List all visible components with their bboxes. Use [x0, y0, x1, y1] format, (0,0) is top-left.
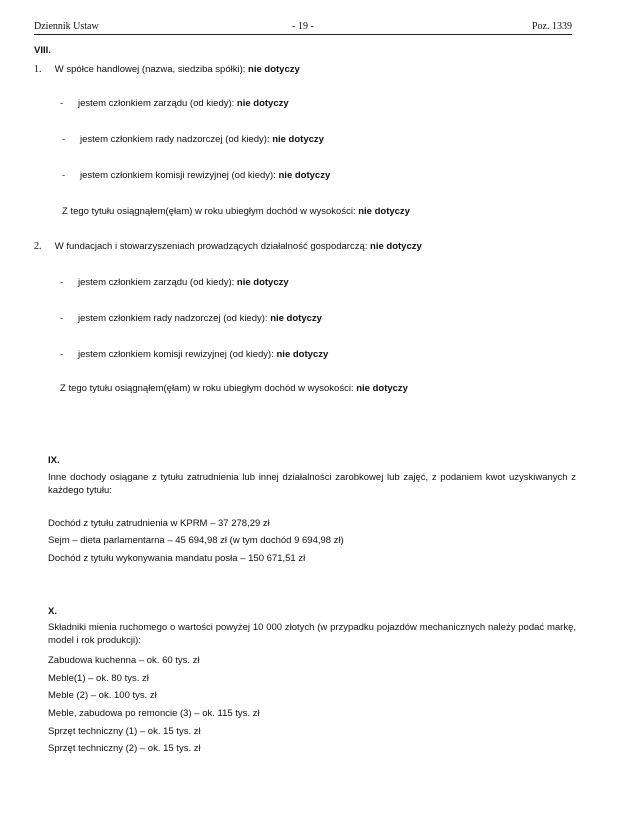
asset-item-6: Sprzęt techniczny (2) – ok. 15 tys. zł	[48, 743, 201, 754]
sub-answer: nie dotyczy	[236, 98, 289, 109]
dash-marker: -	[60, 98, 64, 109]
asset-item-5: Sprzęt techniczny (1) – ok. 15 tys. zł	[48, 726, 201, 737]
dash-marker: -	[60, 277, 64, 288]
section-ix-title: IX.	[48, 455, 60, 466]
asset-item-4: Meble, zabudowa po remoncie (3) – ok. 115 tys. zł	[48, 708, 260, 719]
sub-text: jestem członkiem zarządu (od kiedy):	[78, 98, 237, 109]
item-2-text: W fundacjach i stowarzyszeniach prowadzących działalność gospodarczą:	[54, 241, 371, 252]
item-2-income	[60, 383, 408, 394]
item-1-sub-1	[60, 98, 289, 109]
income-text: Z tego tytułu osiągnąłem(ęłam) w roku ubiegłym dochód w wysokości:	[60, 383, 357, 394]
asset-item-1: Zabudowa kuchenna – ok. 60 tys. zł	[48, 655, 200, 666]
sub-text: jestem członkiem rady nadzorczej (od kiedy):	[80, 134, 273, 145]
sub-answer: nie dotyczy	[272, 134, 324, 145]
sub-text: jestem członkiem komisji rewizyjnej (od kiedy):	[80, 170, 279, 181]
asset-item-3: Meble (2) – ok. 100 tys. zł	[48, 690, 157, 701]
income-answer: nie dotyczy	[356, 383, 408, 394]
item-1-income	[62, 206, 410, 217]
header-position: Poz. 1339	[532, 21, 572, 32]
section-viii-title: VIII.	[34, 45, 51, 56]
asset-item-2: Meble(1) – ok. 80 tys. zł	[48, 673, 149, 684]
sub-answer: nie dotyczy	[276, 349, 329, 360]
sub-answer: nie dotyczy	[278, 170, 331, 181]
sub-text: jestem członkiem rady nadzorczej (od kiedy):	[78, 313, 271, 324]
item-2-number: 2.	[34, 241, 42, 252]
page-header	[34, 20, 572, 35]
income-line-2: Sejm – dieta parlamentarna – 45 694,98 zł (w tym dochód 9 694,98 zł)	[48, 535, 344, 546]
item-1-sub-3	[62, 170, 330, 181]
header-journal-name: Dziennik Ustaw	[34, 21, 99, 32]
section-x-intro: Składniki mienia ruchomego o wartości powyżej 10 000 złotych (w przypadku pojazdów mechanicznych należy podać markę, model i rok produkcji):	[48, 622, 576, 646]
item-2-sub-3	[60, 349, 328, 360]
dash-marker: -	[60, 313, 64, 324]
sub-text: jestem członkiem komisji rewizyjnej (od kiedy):	[78, 349, 277, 360]
item-1-sub-2	[62, 134, 324, 145]
item-1-text: W spółce handlowej (nazwa, siedziba spółki):	[54, 64, 249, 75]
dash-marker: -	[62, 170, 66, 181]
item-2-line	[34, 241, 422, 252]
income-text: Z tego tytułu osiągnąłem(ęłam) w roku ubiegłym dochód w wysokości:	[62, 206, 359, 217]
item-2-answer: nie dotyczy	[370, 241, 422, 252]
item-2-sub-1	[60, 277, 289, 288]
income-line-1: Dochód z tytułu zatrudnienia w KPRM – 37 278,29 zł	[48, 518, 270, 529]
sub-answer: nie dotyczy	[236, 277, 289, 288]
income-answer: nie dotyczy	[358, 206, 410, 217]
item-1-answer: nie dotyczy	[248, 64, 300, 75]
section-ix-intro: Inne dochody osiągane z tytułu zatrudnienia lub innej działalności zarobkowej lub zajęć, z podaniem kwot uzyskiwanych z każdego tytułu:	[48, 472, 576, 496]
sub-text: jestem członkiem zarządu (od kiedy):	[78, 277, 237, 288]
item-1-number: 1.	[34, 64, 42, 75]
dash-marker: -	[62, 134, 66, 145]
section-x-title: X.	[48, 606, 57, 617]
item-2-sub-2	[60, 313, 322, 324]
dash-marker: -	[60, 349, 64, 360]
sub-answer: nie dotyczy	[270, 313, 322, 324]
header-page-number: - 19 -	[292, 21, 314, 32]
item-1-line	[34, 64, 300, 75]
income-line-3: Dochód z tytułu wykonywania mandatu posła – 150 671,51 zł	[48, 553, 306, 564]
